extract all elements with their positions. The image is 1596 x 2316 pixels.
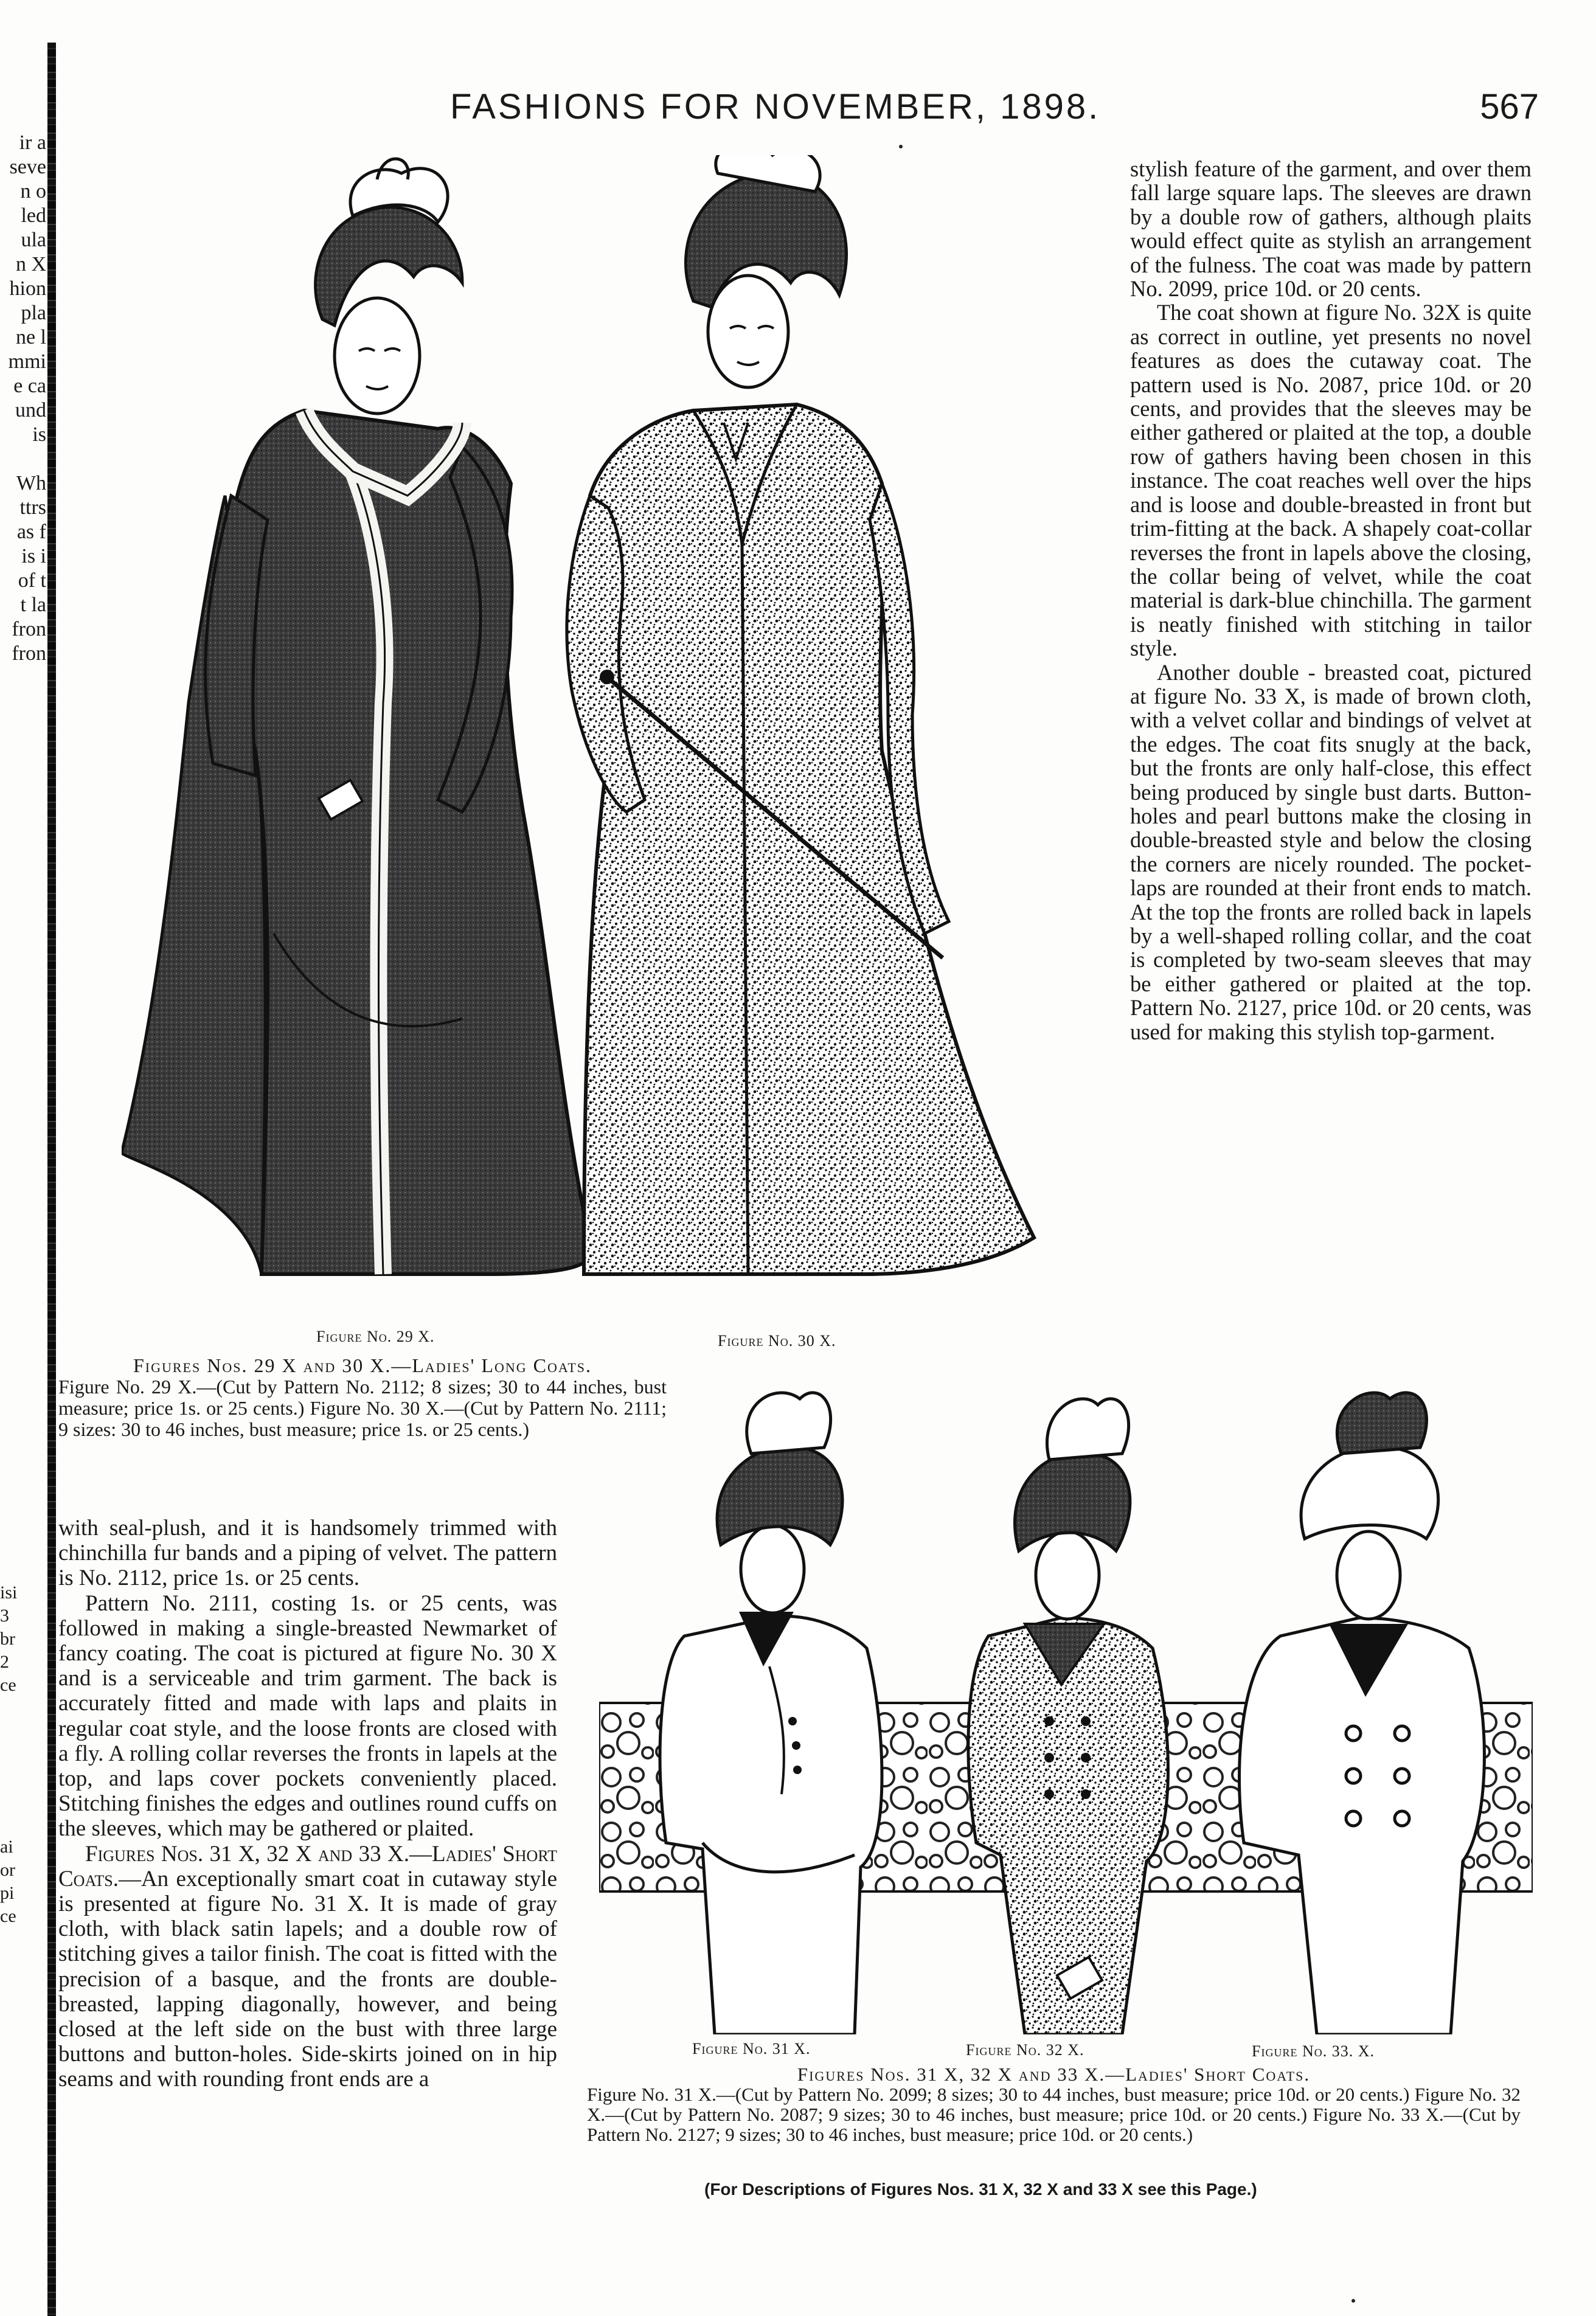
figure-33x-drawing: [1240, 1393, 1485, 2034]
margin-fragment-line: as f: [16, 521, 46, 543]
margin-fragment-line: [0, 1766, 17, 1789]
margin-fragment-line: pla: [21, 302, 46, 324]
margin-fragment-line: ttrs: [19, 496, 46, 519]
left-column-paragraph: [58, 1842, 557, 2092]
figure-29x-label: Figure No. 29 X.: [316, 1328, 435, 1345]
right-column-paragraph: stylish feature of the garment, and over them fall large square laps. The sleeves are drawn by a double row of gathers, although plaits would effect quite as stylish an arrangement of the fulness. The coat was made by pattern No. 2099, price 10d. or 20 cents.: [1130, 156, 1532, 302]
margin-fragment-line: mmi: [8, 350, 46, 373]
margin-fragment-line: hion: [9, 277, 46, 300]
margin-fragment-line: ce: [0, 1675, 16, 1695]
long-coats-caption-body: Figure No. 29 X.—(Cut by Pattern No. 2112; 8 sizes; 30 to 44 inches, bust measure; price 1s. or 25 cents.) Figure No. 30 X.—(Cut by Pattern No. 2111; 9 sizes: 30 to 46 inches, bust measure; price 1s. or 25 cents.): [58, 1376, 667, 1440]
margin-fragment-line: [0, 1812, 17, 1836]
print-speck: [899, 145, 903, 148]
margin-fragment-line: of t: [18, 569, 46, 592]
left-column-paragraph: Pattern No. 2111, costing 1s. or 25 cents, was followed in making a single-breasted Newmarket of fancy coating. The coat is pictured at figure No. 30 X and is a serviceable and trim garment. The back is accurately fitted and made with laps and plaits in regular coat style, and the loose fronts are closed with a fly. A rolling collar reverses the fronts in lapels at the top, and laps cover pockets conveniently placed. Stitching finishes the edges and outlines round cuffs on the sleeves, which may be gathered or plaited.: [58, 1590, 557, 1842]
short-coats-caption-heading: Figures Nos. 31 X, 32 X and 33 X.—Ladies' Short Coats.: [797, 2064, 1311, 2085]
margin-fragment-line: pi: [0, 1883, 15, 1903]
margin-fragment-line: fron: [12, 642, 46, 665]
margin-fragment-line: or: [0, 1860, 15, 1880]
margin-fragment-line: t la: [20, 594, 46, 616]
page-title: FASHIONS FOR NOVEMBER, 1898.: [450, 87, 1101, 127]
short-coats-caption-body: Figure No. 31 X.—(Cut by Pattern No. 2099; 8 sizes; 30 to 44 inches, bust measure; price 10d. or 20 cents.) Figure No. 32 X.—(Cut by Pattern No. 2087; 9 sizes; 30 to 46 inches, bust measure; price 10d. or 20 cents.) Figure No. 33 X.—(Cut by Pattern No. 2127; 9 sizes; 30 to 46 inches, bust measure; price 10d. or 20 cents.): [587, 2084, 1521, 2145]
long-coats-caption-heading: Figures Nos. 29 X and 30 X.—Ladies' Long Coats.: [133, 1354, 592, 1376]
margin-fragment-line: led: [21, 204, 46, 227]
figure-30x-drawing: [567, 155, 1034, 1274]
figure-32x-label: Figure No. 32 X.: [966, 2041, 1084, 2059]
margin-fragment-line: [0, 1789, 17, 1812]
margin-fragment-line: [0, 1720, 17, 1743]
margin-fragment-line: ai: [0, 1837, 13, 1857]
page-number: 567: [1480, 87, 1539, 127]
margin-fragment-line: isi: [0, 1583, 17, 1603]
section-lead: Figures Nos. 31 X, 32 X and 33 X.—Ladies' Short Coats.: [58, 1841, 557, 1891]
margin-fragment-line: seve: [9, 156, 46, 178]
margin-fragment-line: ne l: [15, 326, 46, 348]
print-speck: [1351, 2299, 1355, 2303]
short-coats-illustration: [599, 1381, 1533, 2034]
figure-31x-drawing: [660, 1393, 882, 2034]
right-column-paragraph: Another double - breasted coat, pictured at figure No. 33 X, is made of brown cloth, with a velvet collar and bindings of velvet at the edges. The coat fits snugly at the back, but the fronts are only half-close, this effect being produced by single bust darts. Button-holes and pearl buttons make the closing in double-breasted style and below the closing the corners are nicely rounded. The pocket-laps are rounded at their front ends to match. At the top the fronts are rolled back in lapels by a well-shaped rolling collar, and the coat is completed by two-seam sleeves that may be either gathered or plaited at the top. Pattern No. 2127, price 10d. or 20 cents, was used for making this stylish top-garment.: [1130, 659, 1532, 1044]
margin-fragment-line: br: [0, 1629, 15, 1649]
margin-fragment-line: is i: [21, 545, 46, 567]
long-coats-illustration: [122, 155, 1095, 1317]
margin-fragment-line: ce: [0, 1906, 16, 1926]
figure-29x-drawing: [122, 159, 591, 1274]
margin-fragment-line: e ca: [13, 375, 46, 397]
margin-fragment-line: [0, 1743, 17, 1766]
section-body: —An exceptionally smart coat in cutaway style is presented at figure No. 31 X. It is made of gray cloth, with black satin lapels; and a double row of stitching gives a tailor finish. The coat is fitted with the precision of a basque, and the fronts are double-breasted, lapping diagonally, however, and being closed at the left side on the bust with three large buttons and button-holes. Side-skirts joined on in hip seams and with rounding front ends are a: [58, 1866, 557, 2092]
margin-fragment-line: ula: [21, 229, 46, 251]
page-header: [450, 86, 1539, 129]
left-column-paragraph: with seal-plush, and it is handsomely trimmed with chinchilla fur bands and a piping of velvet. The pattern is No. 2112, price 1s. or 25 cents.: [58, 1516, 557, 1591]
scan-binding-edge: [47, 43, 56, 2316]
margin-fragment-line: 2: [0, 1652, 9, 1672]
long-coats-caption: [58, 1355, 667, 1440]
short-coats-caption: [587, 2064, 1521, 2144]
figure-31x-label: Figure No. 31 X.: [692, 2040, 811, 2058]
right-column-paragraph: The coat shown at figure No. 32X is quite as correct in outline, yet presents no novel features as does the cutaway coat. The pattern used is No. 2087, price 10d. or 20 cents, and provides that the sleeves may be either gathered or plaited at the top, a double row of gathers having been chosen in this instance. The coat reaches well over the hips and is loose and double-breasted in front but trim-fitting at the back. A shapely coat-collar reverses the front in lapels above the closing, the collar being of velvet, while the coat material is dark-blue chinchilla. The garment is neatly finished with stitching in tailor style.: [1130, 300, 1532, 661]
figure-33x-label: Figure No. 33. X.: [1252, 2042, 1375, 2060]
short-coats-note: (For Descriptions of Figures Nos. 31 X, 32 X and 33 X see this Page.): [704, 2180, 1257, 2199]
margin-fragment-line: 3: [0, 1606, 9, 1626]
figure-30x-label: Figure No. 30 X.: [718, 1332, 836, 1350]
right-text-column: [1130, 157, 1532, 1044]
margin-fragment-line: und: [15, 399, 46, 421]
margin-fragment-line: [0, 447, 46, 471]
margin-fragment-line: Wh: [16, 472, 46, 494]
margin-fragment-line: [0, 1697, 17, 1720]
margin-fragment-line: fron: [12, 618, 46, 640]
margin-fragment-line: n o: [20, 180, 46, 203]
margin-fragment-upper: [0, 131, 46, 666]
figure-32x-drawing: [968, 1399, 1168, 2034]
margin-fragment-line: n X: [15, 253, 46, 276]
margin-fragment-lower: [0, 1581, 17, 1928]
margin-fragment-line: ir a: [19, 131, 46, 154]
left-text-column: [58, 1516, 557, 2092]
margin-fragment-line: is: [32, 423, 46, 446]
